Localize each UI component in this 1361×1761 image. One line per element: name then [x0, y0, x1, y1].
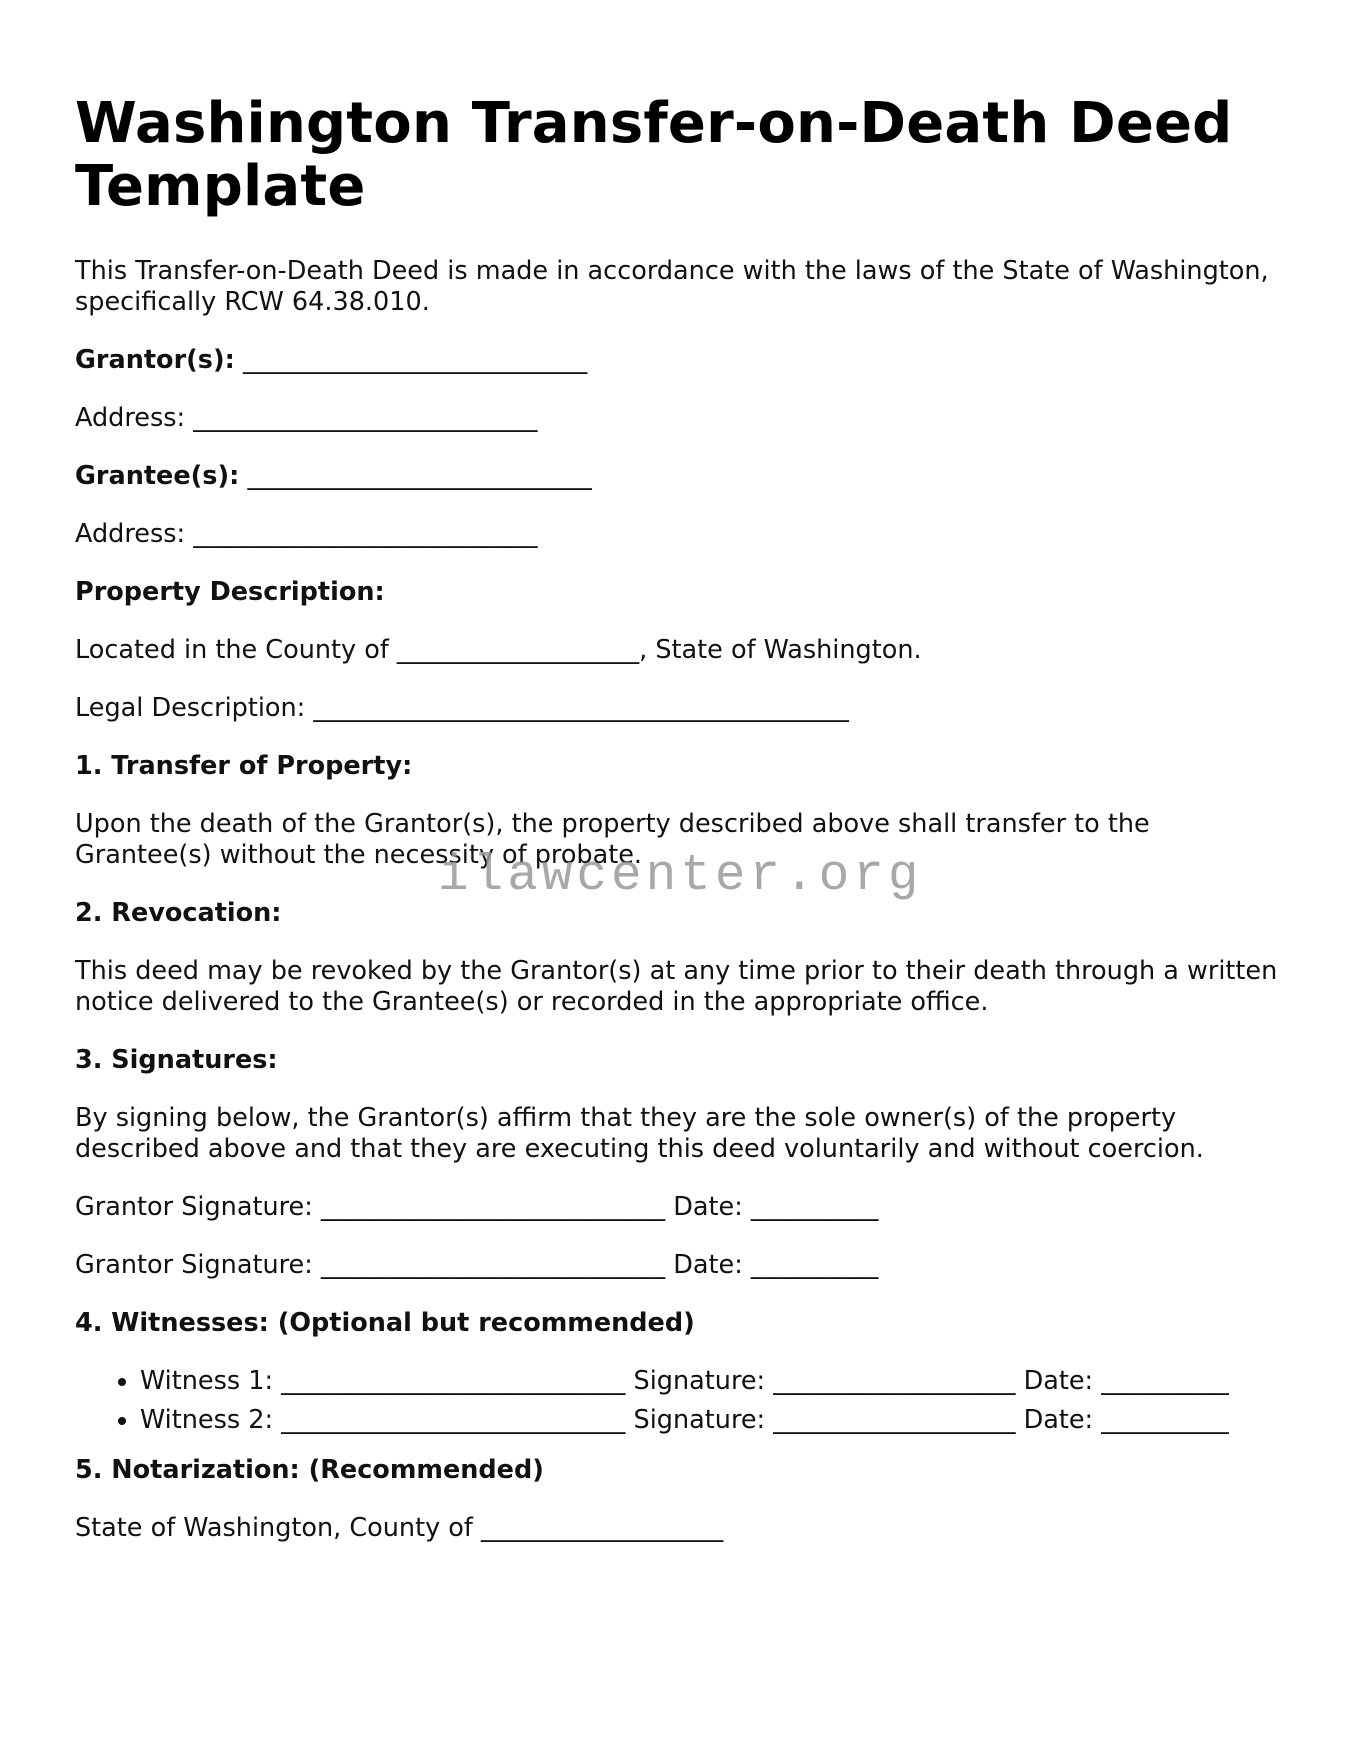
property-legal-line: Legal Description: __________________________________________: [75, 693, 849, 723]
grantee-address-label: Address:: [75, 519, 186, 549]
witness-list: [75, 1366, 1285, 1436]
grantor-label: Grantor(s):: [75, 345, 235, 375]
grantor-address-line: [75, 403, 1285, 434]
section2-heading: 2. Revocation:: [75, 898, 282, 928]
intro-paragraph: This Transfer-on-Death Deed is made in accordance with the laws of the State of Washington, specifically RCW 64.38.010.: [75, 256, 1269, 317]
grantor-blank: ___________________________: [242, 345, 588, 375]
section3-text: By signing below, the Grantor(s) affirm that they are the sole owner(s) of the property described above and that they are executing this deed voluntarily and without coercion.: [75, 1103, 1204, 1164]
grantee-blank: ___________________________: [247, 461, 592, 491]
notary-county-line: State of Washington, County of ___________________: [75, 1513, 724, 1543]
grantor-address-blank: ___________________________: [193, 403, 538, 433]
grantor-address-label: Address:: [75, 403, 186, 433]
grantor-line: [75, 345, 1285, 376]
document-title: Washington Transfer-on-Death Deed Template: [75, 91, 1233, 219]
grantor-signature-line-2: Grantor Signature: ___________________________ Date: __________: [75, 1250, 879, 1280]
document-content: [75, 92, 1285, 1544]
section2-text: This deed may be revoked by the Grantor(s) at any time prior to their death through a written notice delivered to the Grantee(s) or recorded in the appropriate office.: [75, 956, 1278, 1017]
section1-text: Upon the death of the Grantor(s), the property described above shall transfer to the Grantee(s) without the necessity of probate.: [75, 809, 1150, 870]
grantee-label: Grantee(s):: [75, 461, 240, 491]
section5-heading: 5. Notarization: (Recommended): [75, 1455, 544, 1485]
witness-item-2: • Witness 2: ___________________________ Signature: ___________________ Date: __________: [140, 1405, 1285, 1436]
property-heading: Property Description:: [75, 577, 385, 607]
section1-heading: 1. Transfer of Property:: [75, 751, 413, 781]
grantee-address-blank: ___________________________: [193, 519, 538, 549]
grantee-address-line: [75, 519, 1285, 550]
grantee-line: [75, 461, 1285, 492]
watermark-logo: ilawcenter.org: [438, 848, 923, 905]
section3-heading: 3. Signatures:: [75, 1045, 278, 1075]
witness-item-1: • Witness 1: ___________________________ Signature: ___________________ Date: __________: [140, 1366, 1285, 1397]
grantor-signature-line-1: Grantor Signature: ___________________________ Date: __________: [75, 1192, 879, 1222]
property-county-line: Located in the County of ___________________, State of Washington.: [75, 635, 922, 665]
section4-heading: 4. Witnesses: (Optional but recommended): [75, 1308, 695, 1338]
